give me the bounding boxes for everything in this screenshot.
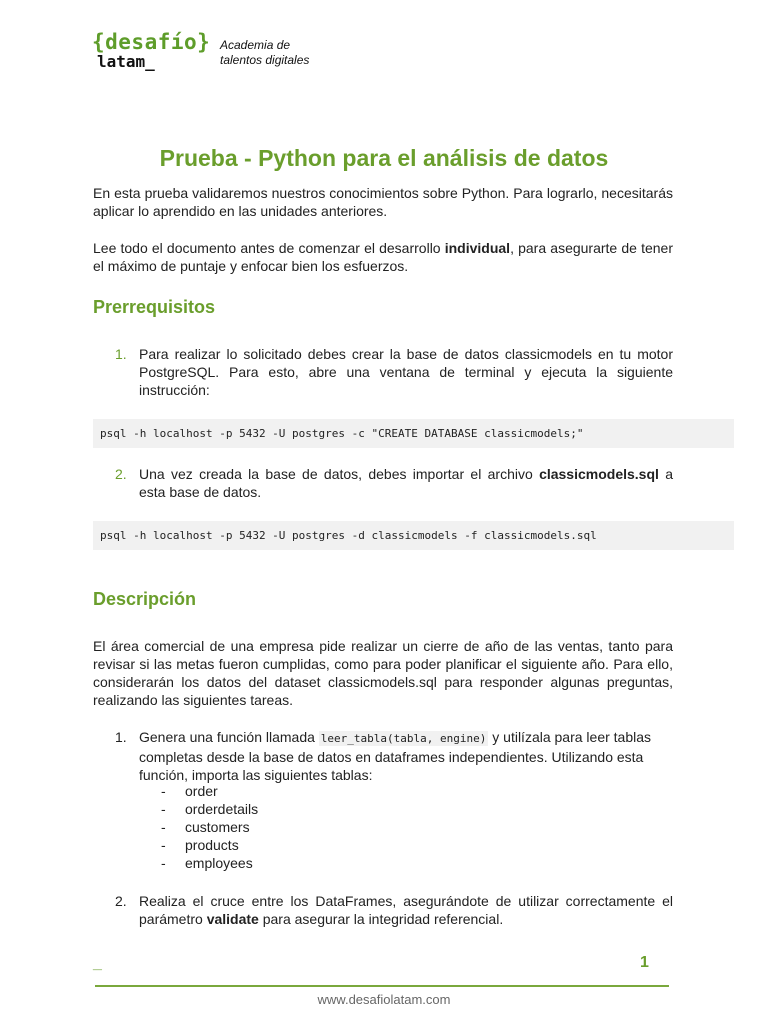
prereq-item-2-text xyxy=(139,465,673,501)
intro-p2-after: , para asegurarte de tener el máximo de puntaje y enfocar bien los esfuerzos. xyxy=(93,240,673,274)
list-item-text: products xyxy=(185,837,239,853)
task-item-1-text xyxy=(139,728,673,784)
prereq-heading: Prerrequisitos xyxy=(93,297,216,317)
list-dash: - xyxy=(161,837,166,853)
logo-sub: latam_ xyxy=(97,52,155,71)
function-signature-code: leer_tabla(tabla, engine) xyxy=(320,732,487,745)
prereq-item-1-text: Para realizar lo solicitado debes crear la base de datos classicmodels en tu motor PostgreSQL. Para esto, abre una ventana de terminal y ejecuta la siguiente instrucción: xyxy=(139,346,673,398)
prereq-item-2-bold: classicmodels.sql xyxy=(539,466,659,482)
intro-paragraph-1: En esta prueba validaremos nuestros conocimientos sobre Python. Para lograrlo, necesitarás aplicar lo aprendido en las unidades anteriores. xyxy=(93,185,673,219)
tagline-line1: Academia de xyxy=(220,38,291,52)
code-block-create-db: psql -h localhost -p 5432 -U postgres -c "CREATE DATABASE classicmodels;" xyxy=(93,419,734,448)
descripcion-paragraph: El área comercial de una empresa pide realizar un cierre de año de las ventas, tanto para revisar si las metas fueron cumplidas, como para poder planificar el siguiente año. Para ello, considerarán los datos del dataset classicmodels.sql para responder algunas preguntas, realizando las siguientes tareas. xyxy=(93,638,673,708)
descripcion-heading: Descripción xyxy=(93,589,197,609)
list-dash: - xyxy=(161,819,166,835)
list-dash: - xyxy=(161,783,166,799)
page-title: Prueba - Python para el análisis de datos xyxy=(159,145,609,171)
prereq-item-1-number: 1. xyxy=(115,346,127,362)
prereq-item-2-before: Una vez creada la base de datos, debes importar el archivo xyxy=(139,466,540,482)
logo: {desafío} xyxy=(92,30,211,54)
prereq-item-1 xyxy=(115,345,673,399)
footer-url: www.desafiolatam.com xyxy=(317,992,451,1007)
intro-p2-bold: individual xyxy=(444,240,511,256)
list-item-text: customers xyxy=(185,819,250,835)
intro-paragraph-2 xyxy=(93,239,673,275)
page-number: 1 xyxy=(640,954,649,971)
task-item-1-before: Genera una función llamada xyxy=(139,729,319,745)
list-item-text: order xyxy=(185,783,218,799)
footer-divider xyxy=(95,985,669,987)
task-item-2-before: Realiza el cruce entre los DataFrames, asegurándote de utilizar correctamente el parámetro xyxy=(139,893,673,927)
list-item-text: orderdetails xyxy=(185,801,259,817)
tagline-line2: talentos digitales xyxy=(220,53,310,67)
task-item-1-number: 1. xyxy=(115,729,127,745)
tagline xyxy=(220,38,309,68)
list-item-text: employees xyxy=(185,855,253,871)
code-block-import-db: psql -h localhost -p 5432 -U postgres -d classicmodels -f classicmodels.sql xyxy=(93,521,734,550)
intro-p2-before: Lee todo el documento antes de comenzar el desarrollo xyxy=(93,240,445,256)
list-dash: - xyxy=(161,801,166,817)
task-item-1-after: y utilízala para leer tablas completas desde la base de datos en dataframes independientes. Utilizando esta función, importa las siguientes tablas: xyxy=(139,729,652,783)
prereq-item-2-number: 2. xyxy=(115,466,127,482)
task-item-2-bold: validate xyxy=(206,911,259,927)
task-item-1 xyxy=(115,728,673,784)
prereq-item-2-after: a esta base de datos. xyxy=(139,466,673,500)
prereq-item-2 xyxy=(115,465,673,501)
task-item-2-number: 2. xyxy=(115,893,127,909)
task-item-2-text xyxy=(139,892,673,928)
footer-dash: _ xyxy=(93,955,102,972)
task-item-2 xyxy=(115,892,673,928)
task-item-2-after: para asegurar la integridad referencial. xyxy=(258,911,504,927)
list-dash: - xyxy=(161,855,166,871)
